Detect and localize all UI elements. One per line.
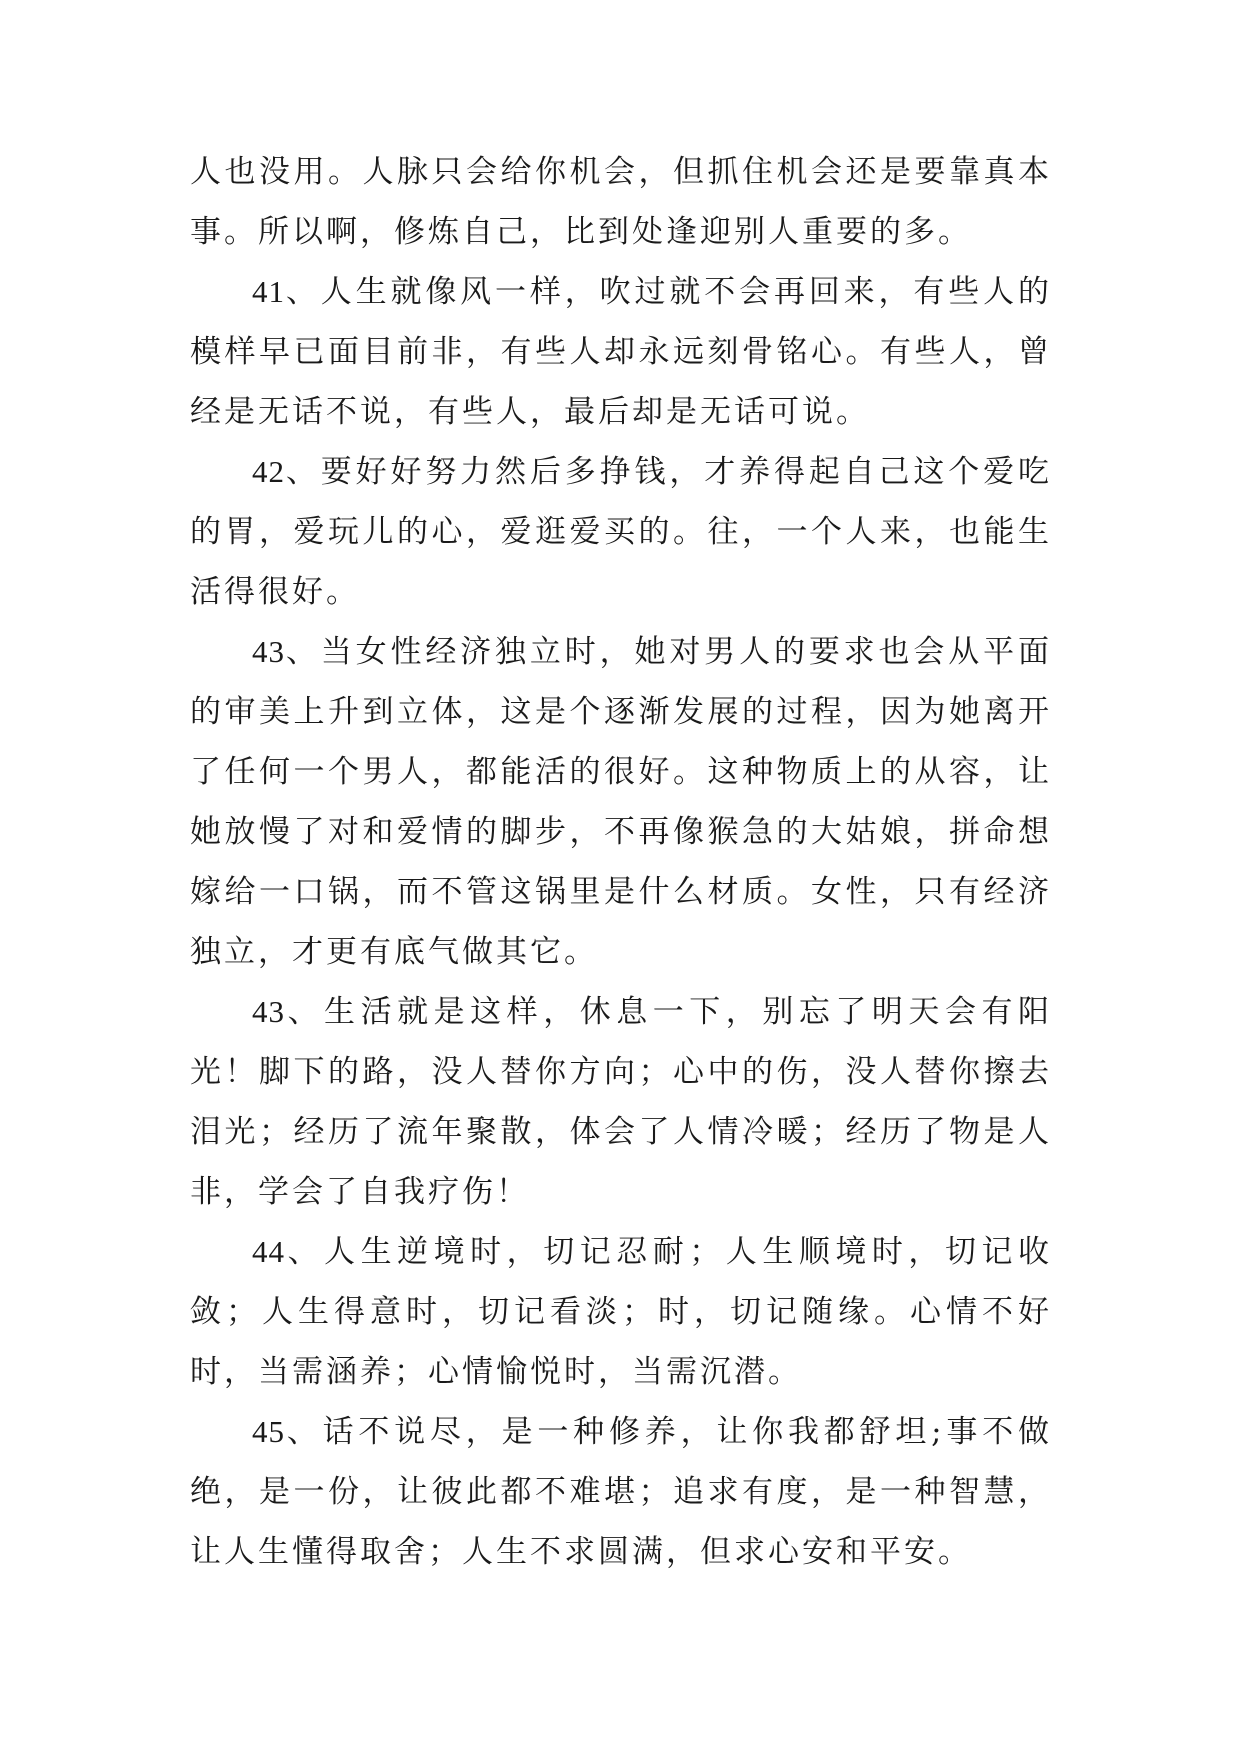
paragraph-43b: [190, 982, 1052, 1222]
paragraph-41: [190, 262, 1052, 442]
paragraph-text: 、要好好努力然后多挣钱，才养得起自己这个爱吃的胃，爱玩儿的心，爱逛爱买的。往，一个人来，也能生活得很好。: [190, 454, 1052, 610]
paragraph-text: 、人生逆境时，切记忍耐；人生顺境时，切记收敛；人生得意时，切记看淡；时，切记随缘。心情不好时，当需涵养；心情愉悦时，当需沉潜。: [190, 1234, 1052, 1390]
paragraph-number: 41: [252, 274, 285, 309]
paragraph-number: 43: [252, 994, 285, 1029]
paragraph-45: [190, 1402, 1052, 1582]
paragraph-text: 、人生就像风一样，吹过就不会再回来，有些人的模样早已面目前非，有些人却永远刻骨铭心。有些人，曾经是无话不说，有些人，最后却是无话可说。: [190, 274, 1052, 430]
paragraph-text: 人也没用。人脉只会给你机会，但抓住机会还是要靠真本事。所以啊，修炼自己，比到处逢迎别人重要的多。: [190, 154, 1052, 250]
paragraph-text: 、当女性经济独立时，她对男人的要求也会从平面的审美上升到立体，这是个逐渐发展的过程，因为她离开了任何一个男人，都能活的很好。这种物质上的从容，让她放慢了对和爱情的脚步，不再像猴急的大姑娘，拼命想嫁给一口锅，而不管这锅里是什么材质。女性，只有经济独立，才更有底气做其它。: [190, 634, 1052, 970]
paragraph-43a: [190, 622, 1052, 982]
paragraph-number: 42: [252, 454, 285, 489]
document-page: [190, 142, 1052, 1582]
paragraph-text: 、话不说尽，是一种修养，让你我都舒坦;事不做绝，是一份，让彼此都不难堪；追求有度，是一种智慧，让人生懂得取舍；人生不求圆满，但求心安和平安。: [190, 1414, 1052, 1570]
paragraph-number: 43: [252, 634, 285, 669]
paragraph-42: [190, 442, 1052, 622]
paragraph-number: 44: [252, 1234, 285, 1269]
paragraph-continuation: [190, 142, 1052, 262]
paragraph-number: 45: [252, 1414, 285, 1449]
paragraph-text: 、生活就是这样，休息一下，别忘了明天会有阳光！脚下的路，没人替你方向；心中的伤，没人替你擦去泪光；经历了流年聚散，体会了人情冷暖；经历了物是人非，学会了自我疗伤！: [190, 994, 1052, 1210]
paragraph-44: [190, 1222, 1052, 1402]
